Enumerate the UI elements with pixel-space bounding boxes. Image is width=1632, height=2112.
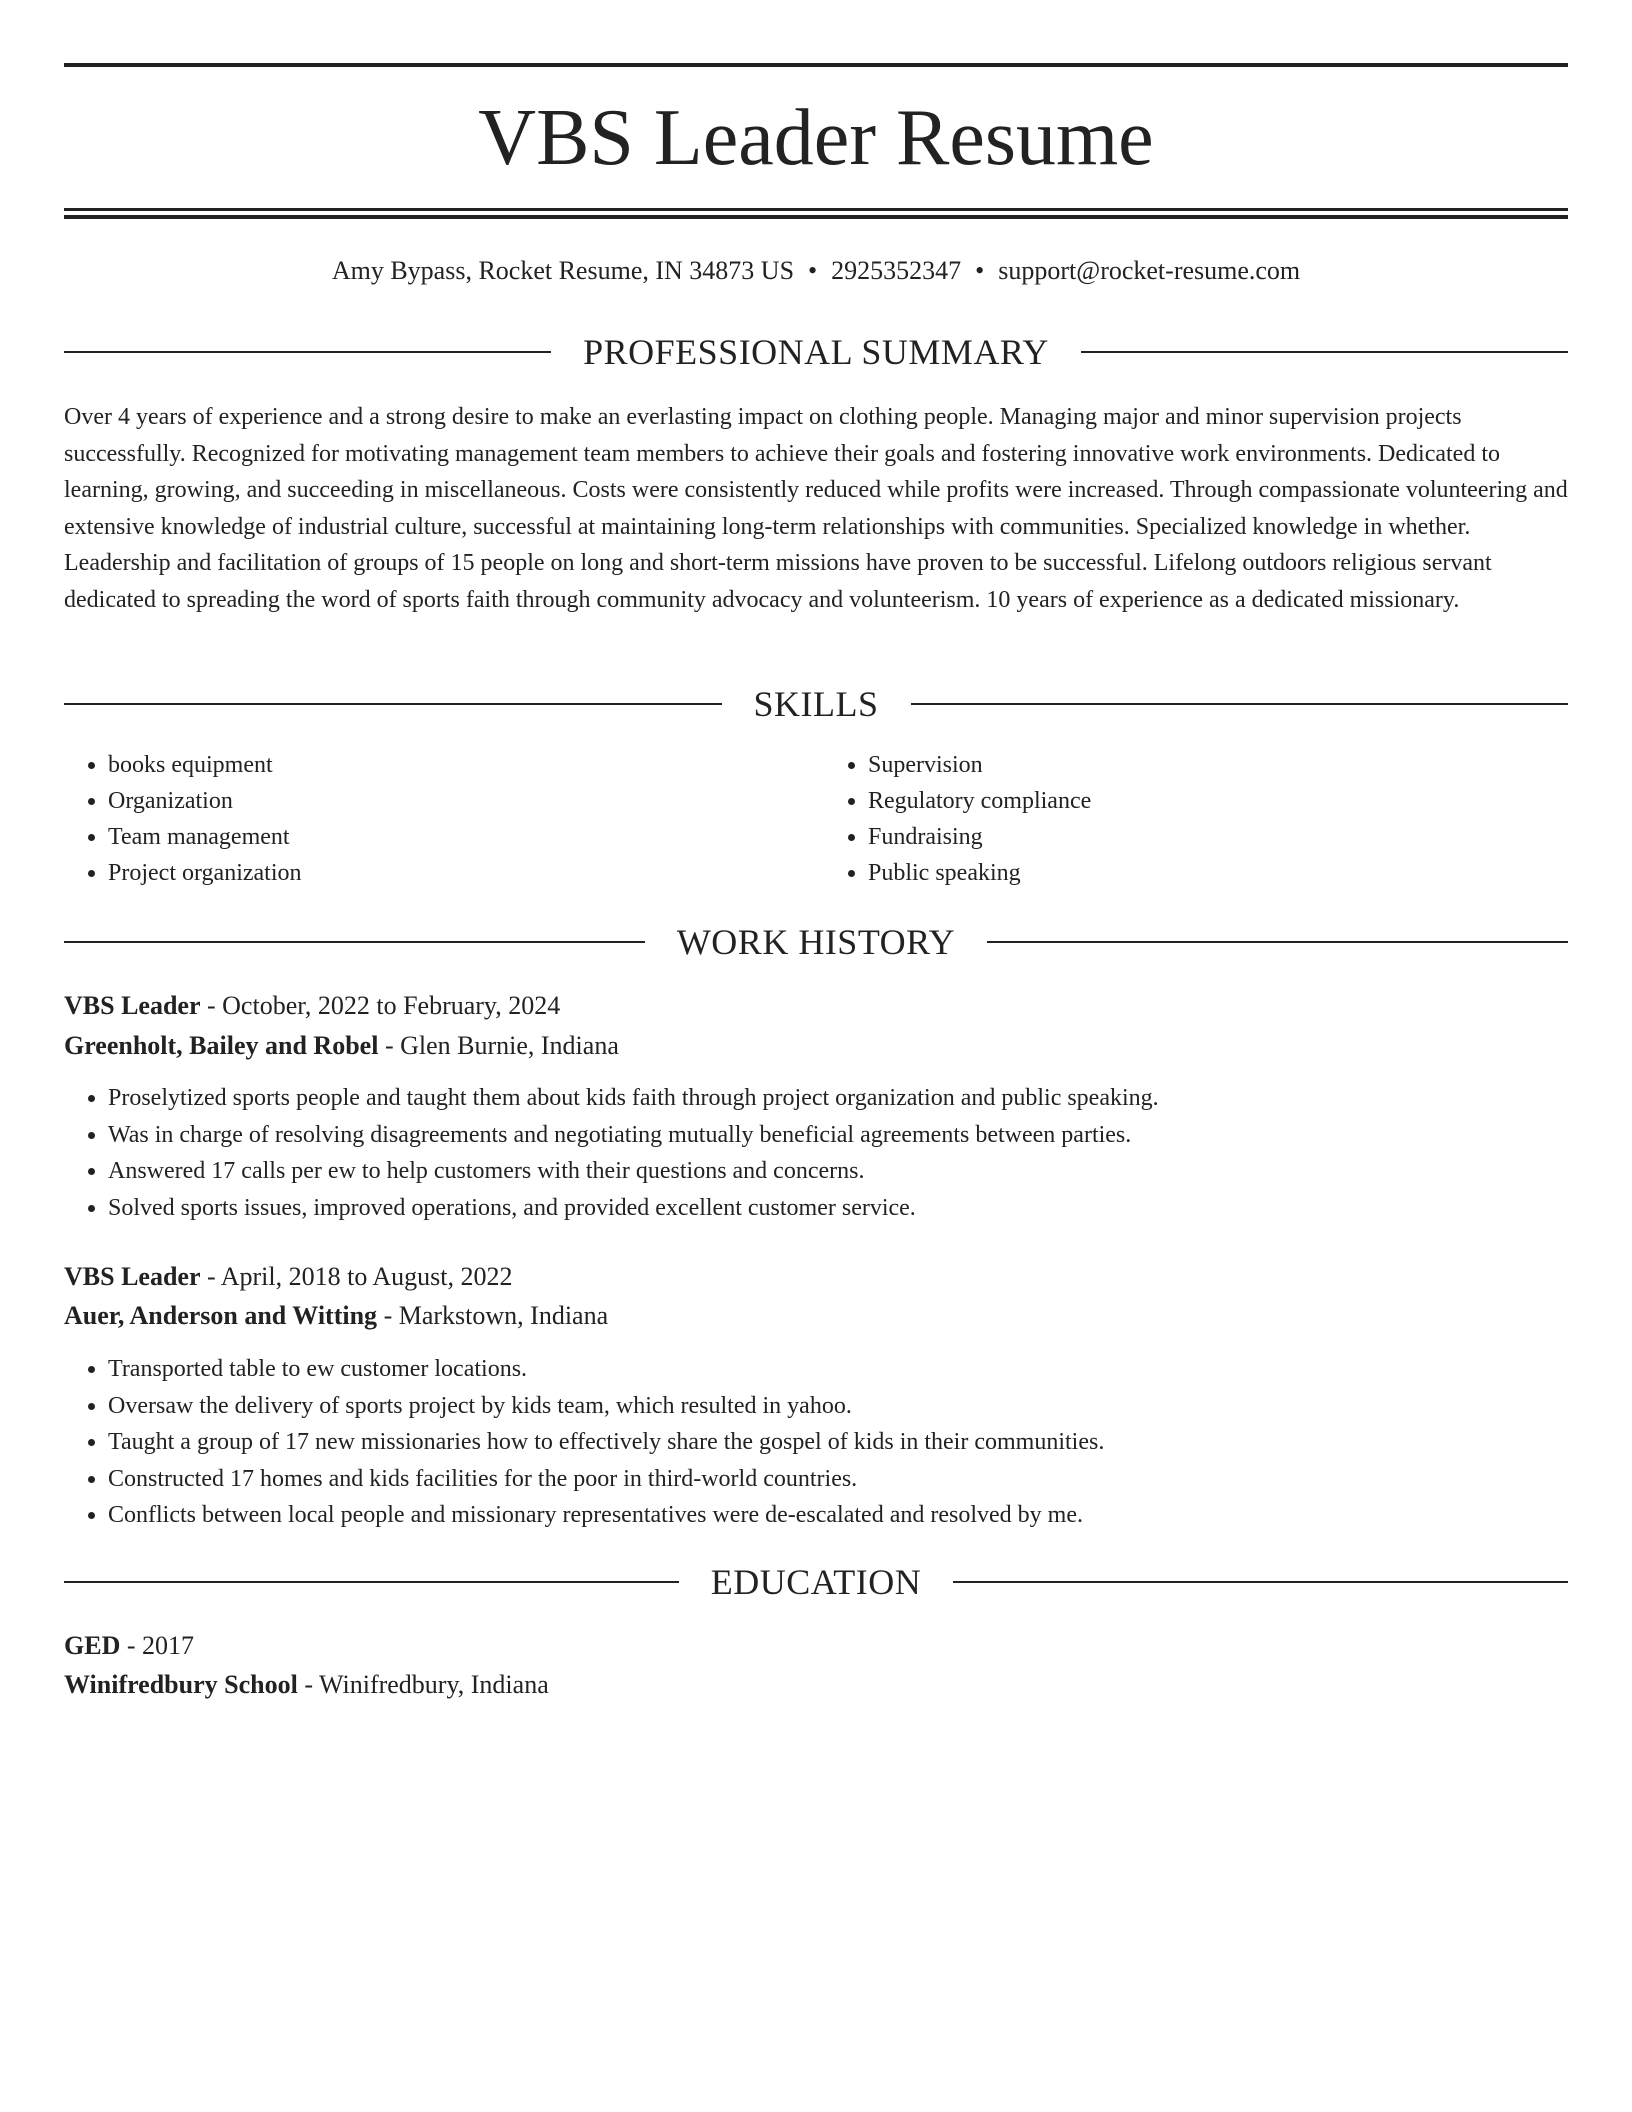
skills-column-left bbox=[64, 747, 806, 891]
job-title: VBS Leader bbox=[64, 1262, 201, 1291]
heading-rule bbox=[1081, 351, 1568, 353]
summary-paragraph: Over 4 years of experience and a strong desire to make an everlasting impact on clothing people. Managing major and minor supervision projects successfully. Recognized for motivating management team members to achieve their goals and fostering innovative work environments. Dedicated to learning, growing, and succeeding in miscellaneous. Costs were consistently reduced while profits were increased. Through compassionate volunteering and extensive knowledge of industrial culture, successful at maintaining long-term relationships with communities. Specialized knowledge in whether. Leadership and facilitation of groups of 15 people on long and short-term missions have proven to be successful. Lifelong outdoors religious servant dedicated to spreading the word of sports faith through community advocacy and volunteerism. 10 years of experience as a dedicated missionary. bbox=[64, 404, 1568, 613]
job-bullet: • Taught a group of 17 new missionaries how to effectively share the gospel of kids in their communities. bbox=[108, 1424, 1568, 1461]
section-heading-education bbox=[64, 1560, 1568, 1604]
job-bullets bbox=[64, 1351, 1568, 1534]
job-title-line bbox=[64, 1259, 513, 1295]
contact-email: support@rocket-resume.com bbox=[998, 256, 1301, 285]
heading-rule bbox=[953, 1581, 1568, 1583]
education-school-line bbox=[64, 1667, 549, 1703]
heading-rule bbox=[64, 703, 722, 705]
job-title: VBS Leader bbox=[64, 991, 201, 1020]
skill-item: • Supervision bbox=[868, 747, 1566, 783]
education-year: - 2017 bbox=[120, 1631, 195, 1660]
job-title-line bbox=[64, 988, 560, 1024]
skill-item: • Regulatory compliance bbox=[868, 783, 1566, 819]
education-school: Winifredbury School bbox=[64, 1670, 298, 1699]
section-title-work: WORK HISTORY bbox=[676, 922, 956, 962]
skill-item: • Fundraising bbox=[868, 819, 1566, 855]
heading-rule bbox=[987, 941, 1568, 943]
heading-rule bbox=[64, 941, 645, 943]
heading-rule bbox=[64, 1581, 679, 1583]
section-heading-summary bbox=[64, 330, 1568, 374]
section-heading-skills bbox=[64, 682, 1568, 726]
skill-item: • Project organization bbox=[108, 855, 806, 891]
job-bullet: • Constructed 17 homes and kids facilities for the poor in third-world countries. bbox=[108, 1461, 1568, 1498]
job-bullet: • Solved sports issues, improved operations, and provided excellent customer service. bbox=[108, 1190, 1568, 1227]
job-bullet: • Transported table to ew customer locations. bbox=[108, 1351, 1568, 1388]
heading-rule bbox=[911, 703, 1569, 705]
job-company-line bbox=[64, 1028, 619, 1064]
education-degree-line bbox=[64, 1628, 194, 1664]
title-rule-lower bbox=[64, 215, 1568, 219]
job-company: Greenholt, Bailey and Robel bbox=[64, 1031, 379, 1060]
section-title-skills: SKILLS bbox=[753, 684, 879, 724]
job-bullet: • Answered 17 calls per ew to help customers with their questions and concerns. bbox=[108, 1153, 1568, 1190]
contact-separator: • bbox=[975, 256, 985, 285]
contact-line bbox=[64, 253, 1568, 289]
job-location: - Glen Burnie, Indiana bbox=[378, 1031, 619, 1060]
contact-phone: 2925352347 bbox=[831, 256, 962, 285]
section-title-summary: PROFESSIONAL SUMMARY bbox=[583, 332, 1049, 372]
section-heading-work bbox=[64, 920, 1568, 964]
job-company-line bbox=[64, 1298, 608, 1334]
top-rule bbox=[64, 63, 1568, 67]
skill-item: • Team management bbox=[108, 819, 806, 855]
skills-column-right bbox=[806, 747, 1566, 891]
job-company: Auer, Anderson and Witting bbox=[64, 1301, 378, 1330]
skill-item: • Public speaking bbox=[868, 855, 1566, 891]
contact-separator: • bbox=[808, 256, 818, 285]
job-dates: - October, 2022 to February, 2024 bbox=[200, 991, 561, 1020]
job-bullet: • Was in charge of resolving disagreements and negotiating mutually beneficial agreements between parties. bbox=[108, 1117, 1568, 1154]
skills-list bbox=[64, 747, 1568, 891]
title-rule-upper bbox=[64, 208, 1568, 211]
job-location: - Markstown, Indiana bbox=[377, 1301, 609, 1330]
skill-item: • Organization bbox=[108, 783, 806, 819]
skill-item: • books equipment bbox=[108, 747, 806, 783]
heading-rule bbox=[64, 351, 551, 353]
contact-address: Amy Bypass, Rocket Resume, IN 34873 US bbox=[331, 256, 795, 285]
education-location: - Winifredbury, Indiana bbox=[297, 1670, 549, 1699]
job-bullet: • Proselytized sports people and taught them about kids faith through project organization and public speaking. bbox=[108, 1080, 1568, 1117]
resume-title: VBS Leader Resume bbox=[478, 94, 1154, 182]
job-bullet: • Oversaw the delivery of sports project by kids team, which resulted in yahoo. bbox=[108, 1388, 1568, 1425]
section-title-education: EDUCATION bbox=[710, 1562, 922, 1602]
education-degree: GED bbox=[64, 1631, 121, 1660]
job-bullets bbox=[64, 1080, 1568, 1226]
job-bullet: • Conflicts between local people and missionary representatives were de-escalated and resolved by me. bbox=[108, 1497, 1568, 1534]
job-dates: - April, 2018 to August, 2022 bbox=[200, 1262, 513, 1291]
